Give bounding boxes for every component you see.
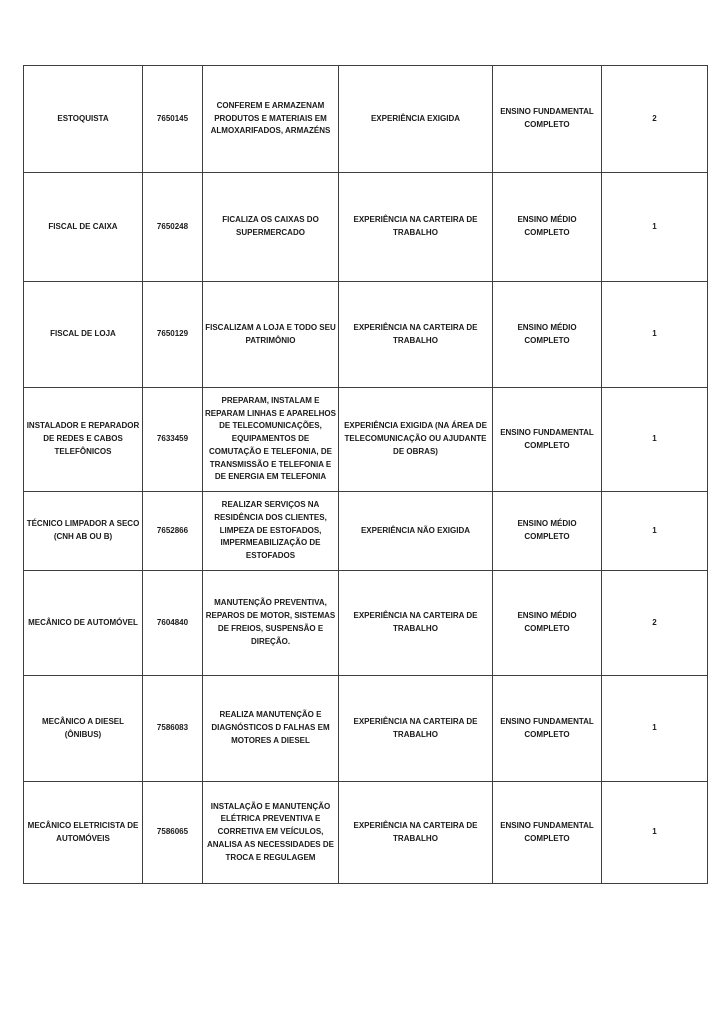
cell-education: ENSINO FUNDAMENTAL COMPLETO [493, 782, 602, 884]
cell-occupation: MECÂNICO DE AUTOMÓVEL [24, 571, 143, 676]
cell-quantity: 1 [602, 782, 708, 884]
cell-education: ENSINO FUNDAMENTAL COMPLETO [493, 66, 602, 173]
table-row [24, 492, 708, 571]
cell-education: ENSINO FUNDAMENTAL COMPLETO [493, 676, 602, 782]
cell-occupation: FISCAL DE CAIXA [24, 173, 143, 282]
cell-education: ENSINO FUNDAMENTAL COMPLETO [493, 388, 602, 492]
cell-description: REALIZAR SERVIÇOS NA RESIDÊNCIA DOS CLIENTES, LIMPEZA DE ESTOFADOS, IMPERMEABILIZAÇÃO DE ESTOFADOS [203, 492, 339, 571]
cell-education: ENSINO MÉDIO COMPLETO [493, 571, 602, 676]
cell-quantity: 1 [602, 676, 708, 782]
cell-experience: EXPERIÊNCIA NA CARTEIRA DE TRABALHO [339, 173, 493, 282]
cell-description: FISCALIZAM A LOJA E TODO SEU PATRIMÔNIO [203, 282, 339, 388]
table-row [24, 66, 708, 173]
jobs-table [23, 65, 708, 884]
cell-occupation: MECÂNICO ELETRICISTA DE AUTOMÓVEIS [24, 782, 143, 884]
cell-occupation: ESTOQUISTA [24, 66, 143, 173]
table-row [24, 388, 708, 492]
cell-code: 7650129 [143, 282, 203, 388]
cell-experience: EXPERIÊNCIA NA CARTEIRA DE TRABALHO [339, 571, 493, 676]
table-row [24, 782, 708, 884]
table-row [24, 676, 708, 782]
cell-description: REALIZA MANUTENÇÃO E DIAGNÓSTICOS D FALHAS EM MOTORES A DIESEL [203, 676, 339, 782]
cell-occupation: INSTALADOR E REPARADOR DE REDES E CABOS TELEFÔNICOS [24, 388, 143, 492]
table-row [24, 282, 708, 388]
jobs-table-body [24, 66, 708, 884]
cell-experience: EXPERIÊNCIA EXIGIDA (NA ÁREA DE TELECOMUNICAÇÃO OU AJUDANTE DE OBRAS) [339, 388, 493, 492]
cell-experience: EXPERIÊNCIA NA CARTEIRA DE TRABALHO [339, 282, 493, 388]
cell-experience: EXPERIÊNCIA NA CARTEIRA DE TRABALHO [339, 676, 493, 782]
cell-description: FICALIZA OS CAIXAS DO SUPERMERCADO [203, 173, 339, 282]
cell-occupation: TÉCNICO LIMPADOR A SECO (CNH AB OU B) [24, 492, 143, 571]
cell-education: ENSINO MÉDIO COMPLETO [493, 282, 602, 388]
cell-education: ENSINO MÉDIO COMPLETO [493, 173, 602, 282]
cell-occupation: MECÂNICO A DIESEL (ÔNIBUS) [24, 676, 143, 782]
cell-quantity: 2 [602, 66, 708, 173]
cell-code: 7650248 [143, 173, 203, 282]
cell-description: INSTALAÇÃO E MANUTENÇÃO ELÉTRICA PREVENTIVA E CORRETIVA EM VEÍCULOS, ANALISA AS NECESSIDADES DE TROCA E REGULAGEM [203, 782, 339, 884]
table-row [24, 173, 708, 282]
cell-code: 7652866 [143, 492, 203, 571]
cell-experience: EXPERIÊNCIA NÃO EXIGIDA [339, 492, 493, 571]
cell-quantity: 1 [602, 282, 708, 388]
cell-code: 7586065 [143, 782, 203, 884]
cell-education: ENSINO MÉDIO COMPLETO [493, 492, 602, 571]
cell-experience: EXPERIÊNCIA EXIGIDA [339, 66, 493, 173]
cell-description: CONFEREM E ARMAZENAM PRODUTOS E MATERIAIS EM ALMOXARIFADOS, ARMAZÉNS [203, 66, 339, 173]
cell-description: PREPARAM, INSTALAM E REPARAM LINHAS E APARELHOS DE TELECOMUNICAÇÕES, EQUIPAMENTOS DE COMUTAÇÃO E TELEFONIA, DE TRANSMISSÃO E TELEFONIA E DE ENERGIA EM TELEFONIA [203, 388, 339, 492]
cell-quantity: 2 [602, 571, 708, 676]
cell-occupation: FISCAL DE LOJA [24, 282, 143, 388]
cell-code: 7650145 [143, 66, 203, 173]
cell-code: 7633459 [143, 388, 203, 492]
cell-experience: EXPERIÊNCIA NA CARTEIRA DE TRABALHO [339, 782, 493, 884]
cell-quantity: 1 [602, 173, 708, 282]
cell-quantity: 1 [602, 492, 708, 571]
cell-code: 7586083 [143, 676, 203, 782]
table-row [24, 571, 708, 676]
cell-quantity: 1 [602, 388, 708, 492]
cell-description: MANUTENÇÃO PREVENTIVA, REPAROS DE MOTOR, SISTEMAS DE FREIOS, SUSPENSÃO E DIREÇÃO. [203, 571, 339, 676]
cell-code: 7604840 [143, 571, 203, 676]
